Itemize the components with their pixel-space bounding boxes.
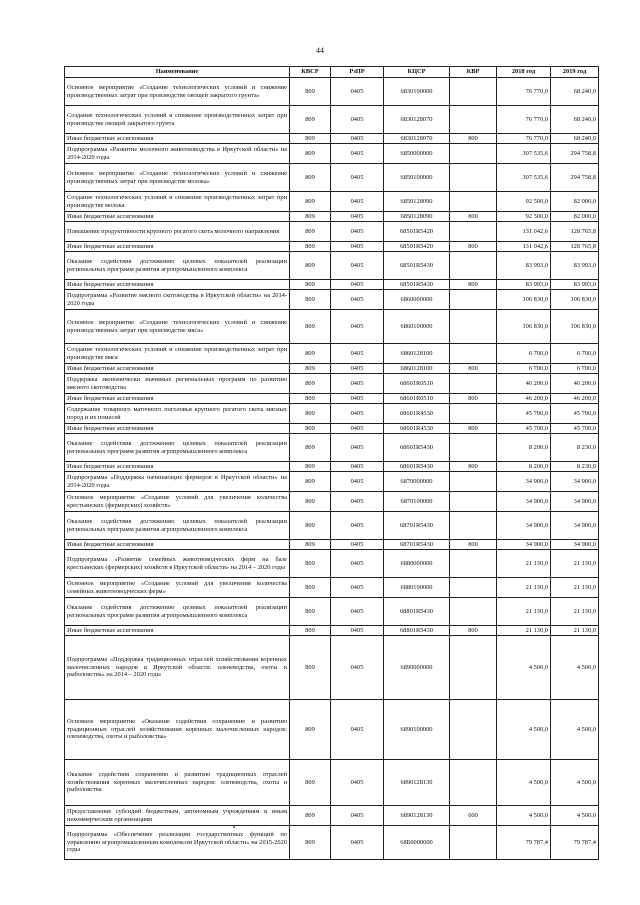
table-row xyxy=(65,404,599,424)
row-name-cell: Основное мероприятие «Создание технологических условий и снижение производственных затрат при производстве мяса» xyxy=(65,310,290,344)
row-kvr-cell xyxy=(450,434,497,462)
row-name-cell: Подпрограмма «Обеспечение реализации государственных функций по управлению агропромышленным комплексом Иркутской области» на 2015-2020 годы xyxy=(65,826,290,860)
row-kcsr-cell: 68701R5430 xyxy=(384,512,450,540)
table-row xyxy=(65,212,599,222)
row-rzpr-cell: 0405 xyxy=(331,252,384,280)
row-2019-cell: 83 993,0 xyxy=(551,280,599,290)
row-2018-cell: 131 042,6 xyxy=(497,242,551,252)
table-row xyxy=(65,434,599,462)
row-kvsr-cell: 809 xyxy=(290,700,331,760)
table-row xyxy=(65,626,599,636)
row-kvsr-cell: 809 xyxy=(290,344,331,364)
row-kvr-cell: 800 xyxy=(450,424,497,434)
row-kcsr-cell: 6860128100 xyxy=(384,364,450,374)
row-2019-cell: 21 130,0 xyxy=(551,550,599,578)
row-2018-cell: 45 700,0 xyxy=(497,424,551,434)
row-kvr-cell: 800 xyxy=(450,394,497,404)
row-2018-cell: 34 900,0 xyxy=(497,492,551,512)
row-2019-cell: 34 900,0 xyxy=(551,472,599,492)
row-name-cell: Иные бюджетные ассигнования xyxy=(65,394,290,404)
table-body xyxy=(65,78,599,860)
table-row xyxy=(65,242,599,252)
row-kcsr-cell: 68801R5430 xyxy=(384,626,450,636)
row-name-cell: Иные бюджетные ассигнования xyxy=(65,462,290,472)
row-kcsr-cell: 6860100000 xyxy=(384,310,450,344)
table-row xyxy=(65,394,599,404)
row-name-cell: Иные бюджетные ассигнования xyxy=(65,626,290,636)
row-2019-cell: 21 130,0 xyxy=(551,578,599,598)
row-2019-cell: 46 200,0 xyxy=(551,374,599,394)
header-kvr: КВР xyxy=(450,67,497,78)
row-kcsr-cell: 6850128090 xyxy=(384,212,450,222)
row-name-cell: Подпрограмма «Развитие семейных животноводческих ферм на базе крестьянских (фермерских) хозяйств в Иркутской области» на 2014 – 2020 годы xyxy=(65,550,290,578)
row-kcsr-cell: 6870100000 xyxy=(384,492,450,512)
row-rzpr-cell: 0405 xyxy=(331,424,384,434)
row-kcsr-cell: 68601R5430 xyxy=(384,434,450,462)
row-kcsr-cell: 68601R4530 xyxy=(384,404,450,424)
row-rzpr-cell: 0405 xyxy=(331,222,384,242)
row-kcsr-cell: 6860128100 xyxy=(384,344,450,364)
row-name-cell: Оказание содействия достижению целевых показателей реализации региональных программ развития агропромышленного комплекса xyxy=(65,434,290,462)
row-2018-cell: 4 500,0 xyxy=(497,700,551,760)
row-rzpr-cell: 0405 xyxy=(331,242,384,252)
row-rzpr-cell: 0405 xyxy=(331,134,384,144)
row-2019-cell: 294 758,8 xyxy=(551,144,599,164)
row-2018-cell: 83 993,0 xyxy=(497,280,551,290)
row-2019-cell: 6 700,0 xyxy=(551,344,599,364)
row-kcsr-cell: 68601R0510 xyxy=(384,394,450,404)
row-name-cell: Иные бюджетные ассигнования xyxy=(65,134,290,144)
row-2018-cell: 307 535,6 xyxy=(497,144,551,164)
row-kcsr-cell: 68501R5430 xyxy=(384,252,450,280)
row-2019-cell: 46 200,0 xyxy=(551,394,599,404)
row-name-cell: Основное мероприятие «Создание технологических условий и снижение производственных затрат при производстве овощей закрытого грунта» xyxy=(65,78,290,106)
table-row xyxy=(65,310,599,344)
row-kcsr-cell: 6890000000 xyxy=(384,636,450,700)
row-2018-cell: 6 700,0 xyxy=(497,364,551,374)
row-kcsr-cell: 6890100000 xyxy=(384,700,450,760)
row-name-cell: Основное мероприятие «Создание условий для увеличения количества крестьянских (фермерских) хозяйств» xyxy=(65,492,290,512)
row-name-cell: Повышение продуктивности крупного рогатого скота молочного направления xyxy=(65,222,290,242)
row-name-cell: Создание технологических условий и снижение производственных затрат при производстве молока xyxy=(65,192,290,212)
row-kvsr-cell: 809 xyxy=(290,252,331,280)
row-name-cell: Иные бюджетные ассигнования xyxy=(65,242,290,252)
row-name-cell: Создание технологических условий и снижение производственных затрат при производстве овощей закрытого грунта xyxy=(65,106,290,134)
row-rzpr-cell: 0405 xyxy=(331,636,384,700)
table-row xyxy=(65,222,599,242)
row-rzpr-cell: 0405 xyxy=(331,512,384,540)
table-row xyxy=(65,78,599,106)
row-2019-cell: 68 240,0 xyxy=(551,106,599,134)
row-2018-cell: 76 770,0 xyxy=(497,78,551,106)
row-rzpr-cell: 0405 xyxy=(331,164,384,192)
row-2019-cell: 34 900,0 xyxy=(551,492,599,512)
table-row xyxy=(65,144,599,164)
row-2019-cell: 83 993,0 xyxy=(551,252,599,280)
row-kcsr-cell: 6880100000 xyxy=(384,578,450,598)
row-kvr-cell xyxy=(450,512,497,540)
row-name-cell: Иные бюджетные ассигнования xyxy=(65,364,290,374)
row-2019-cell: 128 765,8 xyxy=(551,242,599,252)
row-name-cell: Подпрограмма «Поддержка традиционных отраслей хозяйствования коренных малочисленных народов в Иркутской области: оленеводства, охоты и рыболовства» на 2014 – 2020 годы xyxy=(65,636,290,700)
row-kcsr-cell: 6850000000 xyxy=(384,144,450,164)
row-2019-cell: 8 230,0 xyxy=(551,462,599,472)
row-kcsr-cell: 6860000000 xyxy=(384,290,450,310)
row-kvr-cell: 800 xyxy=(450,280,497,290)
row-kvr-cell xyxy=(450,192,497,212)
table-row xyxy=(65,364,599,374)
row-rzpr-cell: 0405 xyxy=(331,492,384,512)
row-2019-cell: 4 500,0 xyxy=(551,760,599,806)
row-2018-cell: 21 130,0 xyxy=(497,598,551,626)
row-kvr-cell xyxy=(450,826,497,860)
row-2018-cell: 83 993,0 xyxy=(497,252,551,280)
row-kvsr-cell: 809 xyxy=(290,540,331,550)
row-rzpr-cell: 0405 xyxy=(331,78,384,106)
row-2018-cell: 45 700,0 xyxy=(497,404,551,424)
row-kvsr-cell: 809 xyxy=(290,164,331,192)
row-name-cell: Оказание содействия достижению целевых показателей реализации региональных программ развития агропромышленного комплекса xyxy=(65,512,290,540)
row-2019-cell: 79 787,4 xyxy=(551,826,599,860)
row-rzpr-cell: 0405 xyxy=(331,290,384,310)
row-kvr-cell xyxy=(450,252,497,280)
row-kvsr-cell: 809 xyxy=(290,434,331,462)
row-2019-cell: 34 900,0 xyxy=(551,540,599,550)
table-row xyxy=(65,106,599,134)
row-kvr-cell: 800 xyxy=(450,364,497,374)
budget-table xyxy=(64,66,599,860)
row-kvsr-cell: 809 xyxy=(290,78,331,106)
row-name-cell: Подпрограмма «Развитие мясного скотоводства в Иркутской области» на 2014-2020 годы xyxy=(65,290,290,310)
row-kvsr-cell: 809 xyxy=(290,374,331,394)
row-kvr-cell: 800 xyxy=(450,242,497,252)
row-kvsr-cell: 809 xyxy=(290,424,331,434)
row-kvr-cell: 800 xyxy=(450,462,497,472)
row-name-cell: Иные бюджетные ассигнования xyxy=(65,540,290,550)
row-2018-cell: 106 830,0 xyxy=(497,310,551,344)
row-rzpr-cell: 0405 xyxy=(331,550,384,578)
row-kcsr-cell: 68601R0510 xyxy=(384,374,450,394)
row-kvr-cell xyxy=(450,222,497,242)
row-name-cell: Оказание содействия достижению целевых показателей реализации региональных программ развития агропромышленного комплекса xyxy=(65,252,290,280)
table-row xyxy=(65,192,599,212)
table-row xyxy=(65,492,599,512)
table-row xyxy=(65,636,599,700)
row-2018-cell: 4 500,0 xyxy=(497,806,551,826)
row-kvsr-cell: 809 xyxy=(290,826,331,860)
row-2018-cell: 106 830,0 xyxy=(497,290,551,310)
row-kvr-cell xyxy=(450,700,497,760)
row-2018-cell: 307 535,6 xyxy=(497,164,551,192)
row-kvr-cell xyxy=(450,344,497,364)
row-kvsr-cell: 809 xyxy=(290,242,331,252)
row-rzpr-cell: 0405 xyxy=(331,394,384,404)
row-kvsr-cell: 809 xyxy=(290,212,331,222)
row-rzpr-cell: 0405 xyxy=(331,806,384,826)
row-2019-cell: 82 000,0 xyxy=(551,192,599,212)
table-row xyxy=(65,134,599,144)
row-2019-cell: 294 758,8 xyxy=(551,164,599,192)
row-kvsr-cell: 809 xyxy=(290,222,331,242)
row-2018-cell: 34 900,0 xyxy=(497,472,551,492)
row-kvsr-cell: 809 xyxy=(290,636,331,700)
row-kvr-cell: 800 xyxy=(450,212,497,222)
row-kvsr-cell: 809 xyxy=(290,806,331,826)
row-2018-cell: 76 770,0 xyxy=(497,134,551,144)
header-kvsr: КВСР xyxy=(290,67,331,78)
row-rzpr-cell: 0405 xyxy=(331,598,384,626)
row-kvsr-cell: 809 xyxy=(290,394,331,404)
row-rzpr-cell: 0405 xyxy=(331,826,384,860)
row-2018-cell: 21 130,0 xyxy=(497,550,551,578)
row-name-cell: Оказание содействия сохранению и развитию традиционных отраслей хозяйствования коренных малочисленных народов: оленеводства, охоты и рыболовства xyxy=(65,760,290,806)
row-rzpr-cell: 0405 xyxy=(331,472,384,492)
table-row xyxy=(65,760,599,806)
row-kcsr-cell: 68501R5420 xyxy=(384,222,450,242)
header-kcsr: КЦСР xyxy=(384,67,450,78)
row-kcsr-cell: 6870000000 xyxy=(384,472,450,492)
table-row xyxy=(65,290,599,310)
row-2019-cell: 45 700,0 xyxy=(551,404,599,424)
row-2019-cell: 45 700,0 xyxy=(551,424,599,434)
row-rzpr-cell: 0405 xyxy=(331,374,384,394)
header-name: Наименование xyxy=(65,67,290,78)
row-kvsr-cell: 809 xyxy=(290,106,331,134)
row-2019-cell: 106 830,0 xyxy=(551,310,599,344)
row-kvsr-cell: 809 xyxy=(290,598,331,626)
table-row xyxy=(65,164,599,192)
row-2019-cell: 21 130,0 xyxy=(551,598,599,626)
row-rzpr-cell: 0405 xyxy=(331,700,384,760)
row-kvsr-cell: 809 xyxy=(290,310,331,344)
table-row xyxy=(65,826,599,860)
row-2019-cell: 21 130,0 xyxy=(551,626,599,636)
row-name-cell: Содержание товарного маточного поголовья крупного рогатого скота мясных пород и их помесей xyxy=(65,404,290,424)
row-2019-cell: 68 240,0 xyxy=(551,134,599,144)
header-rzpr: РзПР xyxy=(331,67,384,78)
row-2019-cell: 106 830,0 xyxy=(551,290,599,310)
table-row xyxy=(65,540,599,550)
scan-speck xyxy=(233,826,235,828)
row-kcsr-cell: 6850100000 xyxy=(384,164,450,192)
row-name-cell: Создание технологических условий и снижение производственных затрат при производстве мяса xyxy=(65,344,290,364)
row-kvsr-cell: 809 xyxy=(290,280,331,290)
row-2018-cell: 8 200,0 xyxy=(497,462,551,472)
table-header-row xyxy=(65,67,599,78)
row-kvsr-cell: 809 xyxy=(290,192,331,212)
row-kvr-cell: 600 xyxy=(450,806,497,826)
row-2019-cell: 8 230,0 xyxy=(551,434,599,462)
page-number: 44 xyxy=(316,46,324,55)
row-2019-cell: 68 240,0 xyxy=(551,78,599,106)
row-kcsr-cell: 68Б0000000 xyxy=(384,826,450,860)
row-kvr-cell: 800 xyxy=(450,540,497,550)
row-kvr-cell xyxy=(450,106,497,134)
row-2018-cell: 46 200,0 xyxy=(497,394,551,404)
row-kcsr-cell: 68601R4530 xyxy=(384,424,450,434)
row-kvr-cell xyxy=(450,636,497,700)
row-kvsr-cell: 809 xyxy=(290,290,331,310)
header-2018: 2018 год xyxy=(497,67,551,78)
row-kvsr-cell: 809 xyxy=(290,462,331,472)
row-kvr-cell xyxy=(450,164,497,192)
table-row xyxy=(65,280,599,290)
row-name-cell: Иные бюджетные ассигнования xyxy=(65,280,290,290)
table-row xyxy=(65,512,599,540)
table-row xyxy=(65,374,599,394)
row-2018-cell: 21 130,0 xyxy=(497,578,551,598)
row-2018-cell: 4 500,0 xyxy=(497,636,551,700)
row-rzpr-cell: 0405 xyxy=(331,280,384,290)
row-2019-cell: 82 000,0 xyxy=(551,212,599,222)
row-2018-cell: 92 500,0 xyxy=(497,212,551,222)
row-rzpr-cell: 0405 xyxy=(331,106,384,134)
row-kcsr-cell: 6890128130 xyxy=(384,760,450,806)
row-kvsr-cell: 809 xyxy=(290,492,331,512)
row-name-cell: Предоставление субсидий бюджетным, автономным учреждениям и иным некоммерческим организациям xyxy=(65,806,290,826)
row-kvsr-cell: 809 xyxy=(290,760,331,806)
row-rzpr-cell: 0405 xyxy=(331,540,384,550)
row-kvr-cell xyxy=(450,550,497,578)
row-name-cell: Оказание содействия достижению целевых показателей реализации региональных программ развития агропромышленного комплекса xyxy=(65,598,290,626)
row-kvr-cell xyxy=(450,144,497,164)
row-kvsr-cell: 809 xyxy=(290,626,331,636)
row-kvsr-cell: 809 xyxy=(290,512,331,540)
table-row xyxy=(65,472,599,492)
row-2018-cell: 34 900,0 xyxy=(497,512,551,540)
table-row xyxy=(65,550,599,578)
table-row xyxy=(65,344,599,364)
row-2019-cell: 4 500,0 xyxy=(551,700,599,760)
table-row xyxy=(65,598,599,626)
row-kvsr-cell: 809 xyxy=(290,404,331,424)
row-kcsr-cell: 6830100000 xyxy=(384,78,450,106)
row-kvr-cell: 800 xyxy=(450,134,497,144)
row-2019-cell: 128 765,8 xyxy=(551,222,599,242)
row-rzpr-cell: 0405 xyxy=(331,212,384,222)
row-kcsr-cell: 68601R5430 xyxy=(384,462,450,472)
row-kvr-cell xyxy=(450,472,497,492)
row-2019-cell: 4 500,0 xyxy=(551,636,599,700)
row-kvr-cell xyxy=(450,310,497,344)
row-name-cell: Поддержка экономически значимых региональных программ по развитию мясного скотоводства xyxy=(65,374,290,394)
row-kcsr-cell: 6830128070 xyxy=(384,134,450,144)
row-kcsr-cell: 68801R5430 xyxy=(384,598,450,626)
table-row xyxy=(65,806,599,826)
row-kvsr-cell: 809 xyxy=(290,144,331,164)
row-kvr-cell xyxy=(450,374,497,394)
row-kvr-cell: 800 xyxy=(450,626,497,636)
table-row xyxy=(65,252,599,280)
row-2019-cell: 4 500,0 xyxy=(551,806,599,826)
row-2018-cell: 92 500,0 xyxy=(497,192,551,212)
row-kcsr-cell: 6880000000 xyxy=(384,550,450,578)
row-kvsr-cell: 809 xyxy=(290,550,331,578)
row-2018-cell: 21 130,0 xyxy=(497,626,551,636)
row-rzpr-cell: 0405 xyxy=(331,626,384,636)
row-2018-cell: 6 700,0 xyxy=(497,344,551,364)
row-rzpr-cell: 0405 xyxy=(331,462,384,472)
row-rzpr-cell: 0405 xyxy=(331,344,384,364)
row-rzpr-cell: 0405 xyxy=(331,760,384,806)
row-kvsr-cell: 809 xyxy=(290,578,331,598)
row-2018-cell: 76 770,0 xyxy=(497,106,551,134)
row-kcsr-cell: 68501R5430 xyxy=(384,280,450,290)
row-kcsr-cell: 6890128130 xyxy=(384,806,450,826)
row-name-cell: Подпрограмма «Поддержка начинающих фермеров в Иркутской области» на 2014-2020 годы xyxy=(65,472,290,492)
row-2018-cell: 131 042,6 xyxy=(497,222,551,242)
row-name-cell: Подпрограмма «Развитие молочного животноводства в Иркутской области» на 2014-2020 годы xyxy=(65,144,290,164)
row-rzpr-cell: 0405 xyxy=(331,578,384,598)
row-name-cell: Иные бюджетные ассигнования xyxy=(65,212,290,222)
row-2018-cell: 4 500,0 xyxy=(497,760,551,806)
row-kvr-cell xyxy=(450,78,497,106)
row-2018-cell: 46 200,0 xyxy=(497,374,551,394)
row-2019-cell: 34 900,0 xyxy=(551,512,599,540)
header-2019: 2019 год xyxy=(551,67,599,78)
row-rzpr-cell: 0405 xyxy=(331,364,384,374)
row-rzpr-cell: 0405 xyxy=(331,310,384,344)
table-row xyxy=(65,700,599,760)
row-rzpr-cell: 0405 xyxy=(331,434,384,462)
row-kcsr-cell: 68501R5420 xyxy=(384,242,450,252)
row-kcsr-cell: 6850128090 xyxy=(384,192,450,212)
row-2018-cell: 79 787,4 xyxy=(497,826,551,860)
row-kcsr-cell: 68701R5430 xyxy=(384,540,450,550)
row-kvr-cell xyxy=(450,404,497,424)
row-name-cell: Иные бюджетные ассигнования xyxy=(65,424,290,434)
table-row xyxy=(65,462,599,472)
row-name-cell: Основное мероприятие «Оказание содействия сохранению и развитию традиционных отраслей хозяйствования коренных малочисленных народов: оленеводства, охоты и рыболовства» xyxy=(65,700,290,760)
row-name-cell: Основное мероприятие «Создание технологических условий и снижение производственных затрат при производстве молока» xyxy=(65,164,290,192)
row-rzpr-cell: 0405 xyxy=(331,404,384,424)
row-2018-cell: 8 200,0 xyxy=(497,434,551,462)
row-kvr-cell xyxy=(450,598,497,626)
row-kcsr-cell: 6830128070 xyxy=(384,106,450,134)
row-kvr-cell xyxy=(450,578,497,598)
row-kvr-cell xyxy=(450,760,497,806)
row-kvsr-cell: 809 xyxy=(290,364,331,374)
row-kvr-cell xyxy=(450,492,497,512)
row-rzpr-cell: 0405 xyxy=(331,144,384,164)
table-row xyxy=(65,424,599,434)
row-kvsr-cell: 809 xyxy=(290,134,331,144)
table-row xyxy=(65,578,599,598)
row-rzpr-cell: 0405 xyxy=(331,192,384,212)
row-2019-cell: 6 700,0 xyxy=(551,364,599,374)
row-2018-cell: 34 900,0 xyxy=(497,540,551,550)
row-kvsr-cell: 809 xyxy=(290,472,331,492)
row-name-cell: Основное мероприятие «Создание условий для увеличения количества семейных животноводческих ферм» xyxy=(65,578,290,598)
row-kvr-cell xyxy=(450,290,497,310)
